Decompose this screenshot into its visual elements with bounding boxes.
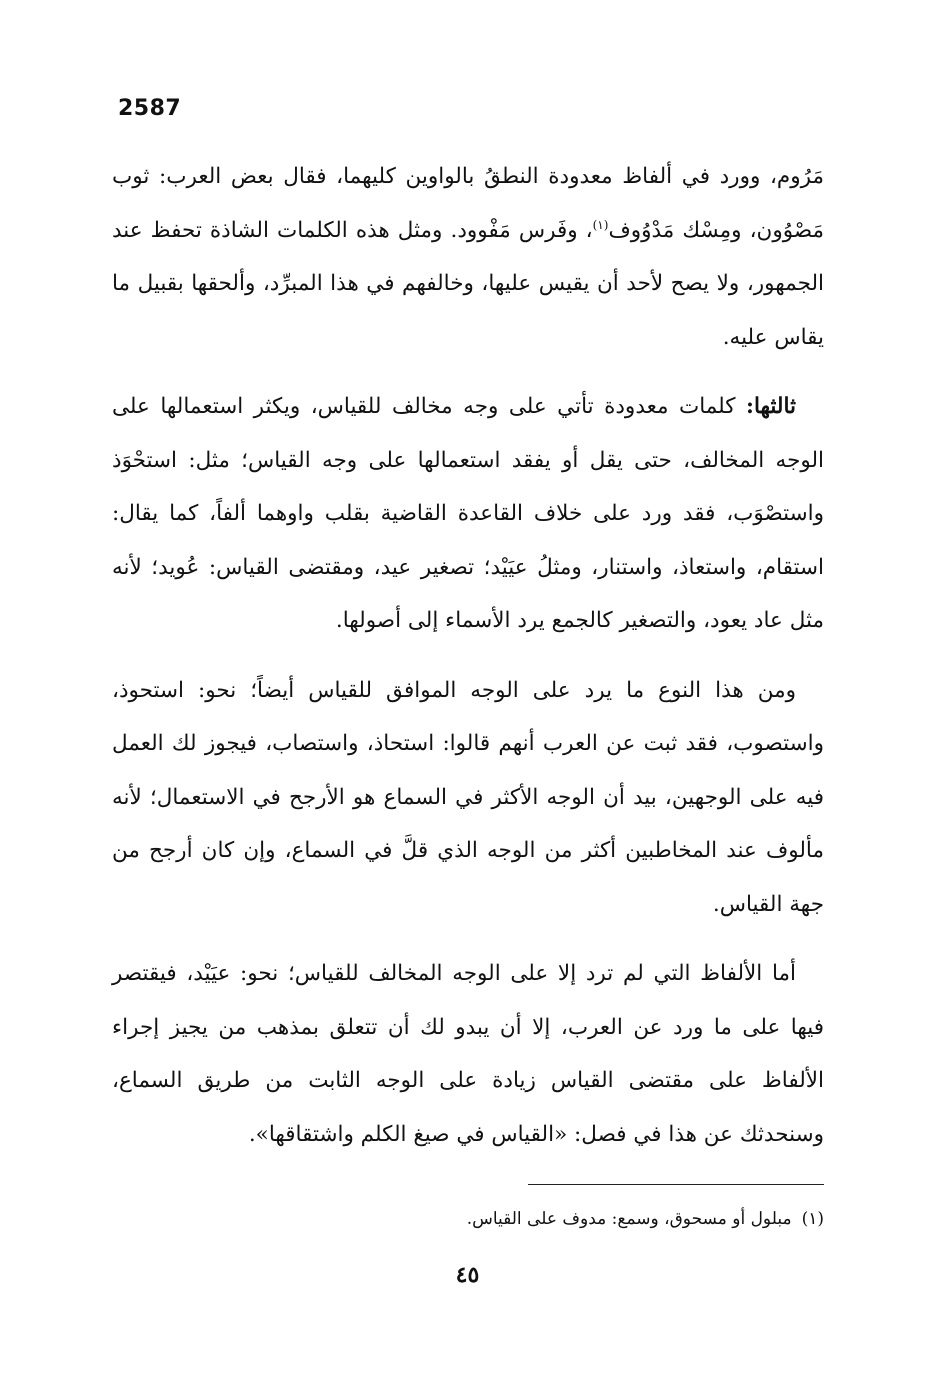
footnote-divider [528,1184,824,1185]
paragraph-3-text: ومن هذا النوع ما يرد على الوجه الموافق للقياس أيضاً؛ نحو: استحوذ، واستصوب، فقد ثبت عن العرب أنهم قالوا: استحاذ، واستصاب، فيجوز لك العمل فيه على الوجهين، بيد أن الوجه الأكثر في السماع هو الأرجح في الاستعمال؛ لأنه مألوف عند المخاطبين أكثر من الوجه الذي قلَّ في السماع، وإن كان أرجح من جهة القياس. [112,677,824,917]
paragraph-1-text-after: ، وفَرس مَفْوود. ومثل هذه الكلمات الشاذة تحفظ عند الجمهور، ولا يصح لأحد أن يقيس عليها، وخالفهم في هذا المبرِّد، وألحقها بقبيل ما يقاس عليه. [112,217,824,350]
paragraph-2-lead: ثالثها: [746,394,796,419]
page-id-number: 2587 [118,96,182,121]
paragraph-2 [112,380,824,648]
paragraph-1 [112,150,824,364]
paragraph-4-text: أما الألفاظ التي لم ترد إلا على الوجه المخالف للقياس؛ نحو: عيَيْد، فيقتصر فيها على ما ورد عن العرب، إلا أن يبدو لك أن تتعلق بمذهب من يجيز إجراء الألفاظ على مقتضى القياس زيادة على الوجه الثابت من طريق السماع، وسنحدثك عن هذا في فصل: «القياس في صيغ الكلم واشتقاقها». [112,961,824,1147]
footnote-text: مبلول أو مسحوق، وسمع: مدوف على القياس. [466,1209,792,1229]
paragraph-2-text: كلمات معدودة تأتي على وجه مخالف للقياس، ويكثر استعمالها على الوجه المخالف، حتى يقل أو يفقد استعمالها على وجه القياس؛ مثل: استحْوَذ واستصْوَب، فقد ورد على خلاف القاعدة القاضية بقلب واوهما ألفاً، كما يقال: استقام، واستعاذ، واستنار، ومثلُ عيَيْد؛ تصغير عيد، ومقتضى القياس: عُويد؛ لأنه مثل عاد يعود، والتصغير كالجمع يرد الأسماء إلى أصولها. [112,394,824,633]
page-number: ٤٥ [455,1262,480,1288]
main-text-block [112,150,824,1177]
paragraph-1-text: مَرُوم، وورد في ألفاظ معدودة النطقُ بالواوين كليهما، فقال بعض العرب: ثوب مَصْوُون، ومِسْك مَدْوُوف [112,164,824,243]
footnote-1 [300,1204,824,1234]
footnote-reference[interactable]: (١) [592,217,609,232]
footnote-number: (١) [801,1209,824,1229]
paragraph-4 [112,947,824,1161]
paragraph-3 [112,664,824,932]
